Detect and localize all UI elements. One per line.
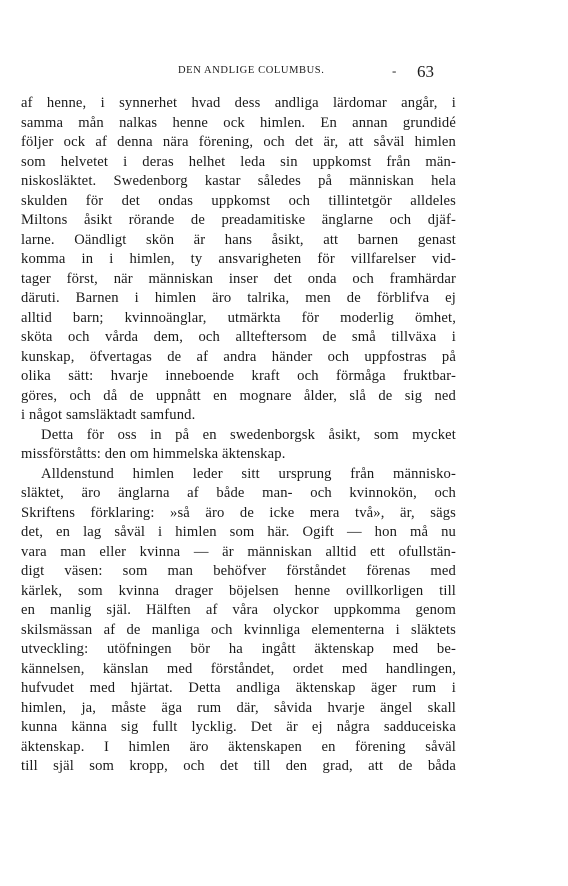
page-header <box>20 62 568 84</box>
text-line: kännelsen, känslan med förståndet, ordet med handlingen, <box>21 660 456 677</box>
text-line: utveckling: utöfningen bör ha ingått äktenskap med be- <box>21 641 456 657</box>
text-line: Miltons åsikt rörande de preadamitiske änglarne och djäf- <box>21 212 456 228</box>
text-line: äktenskap. I himlen äro äktenskapen en förening såväl <box>21 738 456 755</box>
text-line: göres, och då de uppnått en mognare ålder, slå de sig ned <box>21 387 456 404</box>
page-number: 63 <box>417 62 434 81</box>
text-line: däruti. Barnen i himlen äro talrika, men de förblifva ej <box>21 290 456 306</box>
text-line: skulden för det ondas uppkomst och tillintetgör alldeles <box>21 192 456 209</box>
text-line: Skriftens förklaring: »så äro de icke mera två», är, sägs <box>21 504 456 521</box>
text-line: det, en lag såväl i himlen som här. Ogift — hon må nu <box>21 524 456 540</box>
text-line: niskosläktet. Swedenborg kastar således på människan hela <box>21 173 456 189</box>
text-line: tager först, när människan inser det onda och framhärdar <box>21 270 456 287</box>
text-line: kunskap, öfvertagas de af andra händer och uppfostras på <box>21 348 456 365</box>
text-line: af henne, i synnerhet hvad dess andliga lärdomar angår, i <box>21 95 456 111</box>
text-line: följer ock af denna nära förening, och det är, att såväl himlen <box>21 134 456 150</box>
text-line: komma in i himlen, ty ansvarigheten för villfarelser vid- <box>21 251 456 267</box>
text-line: kunna känna sig fullt lycklig. Det är ej några sadduceiska <box>21 719 456 735</box>
text-line: missförståtts: den om himmelska äktenskap. <box>21 446 286 462</box>
text-line: olika sätt: hvarje inneboende kraft och förmåga fruktbar- <box>21 368 456 384</box>
running-title: DEN ANDLIGE COLUMBUS. <box>178 65 325 76</box>
text-line: släktet, äro änglarna af både man- och kvinnokön, och <box>21 485 456 501</box>
text-line: en manlig själ. Hälften af våra olyckor uppkomma genom <box>21 602 456 618</box>
text-line: alltid barn; kvinnoänglar, utmärkta för moderlig ömhet, <box>21 309 456 326</box>
body-text <box>21 94 456 777</box>
text-line: Alldenstund himlen leder sitt ursprung från människo- <box>41 465 456 482</box>
text-line: i något samsläktadt samfund. <box>21 407 196 423</box>
text-line: samma mån nalkas henne ock himlen. En annan grundidé <box>21 114 456 131</box>
text-line: skilsmässan af de manliga och kvinnliga elementerna i släktets <box>21 621 456 638</box>
text-line: kärlek, som kvinna drager böjelsen henne ovillkorligen till <box>21 582 456 599</box>
text-line: hufvudet med hjärtat. Detta andliga äktenskap äger rum i <box>21 680 456 696</box>
text-line: vara man eller kvinna — är människan alltid ett ofullstän- <box>21 543 456 560</box>
text-line: som helvetet i deras helhet leda sin uppkomst från män- <box>21 153 456 170</box>
text-line: sköta och vårda dem, och allteftersom de små tillväxa i <box>21 329 456 345</box>
text-line: Detta för oss in på en swedenborgsk åsikt, som mycket <box>41 426 456 443</box>
text-line: himlen, ja, måste äga rum där, såvida hvarje ängel skall <box>21 699 456 716</box>
text-line: digt väsen: som man behöfver förståndet förenas med <box>21 563 456 579</box>
text-line: larne. Oändligt skön är hans åsikt, att barnen genast <box>21 231 456 248</box>
text-line: till själ som kropp, och det till den grad, att de båda <box>21 758 456 774</box>
header-dash: - <box>392 63 397 78</box>
